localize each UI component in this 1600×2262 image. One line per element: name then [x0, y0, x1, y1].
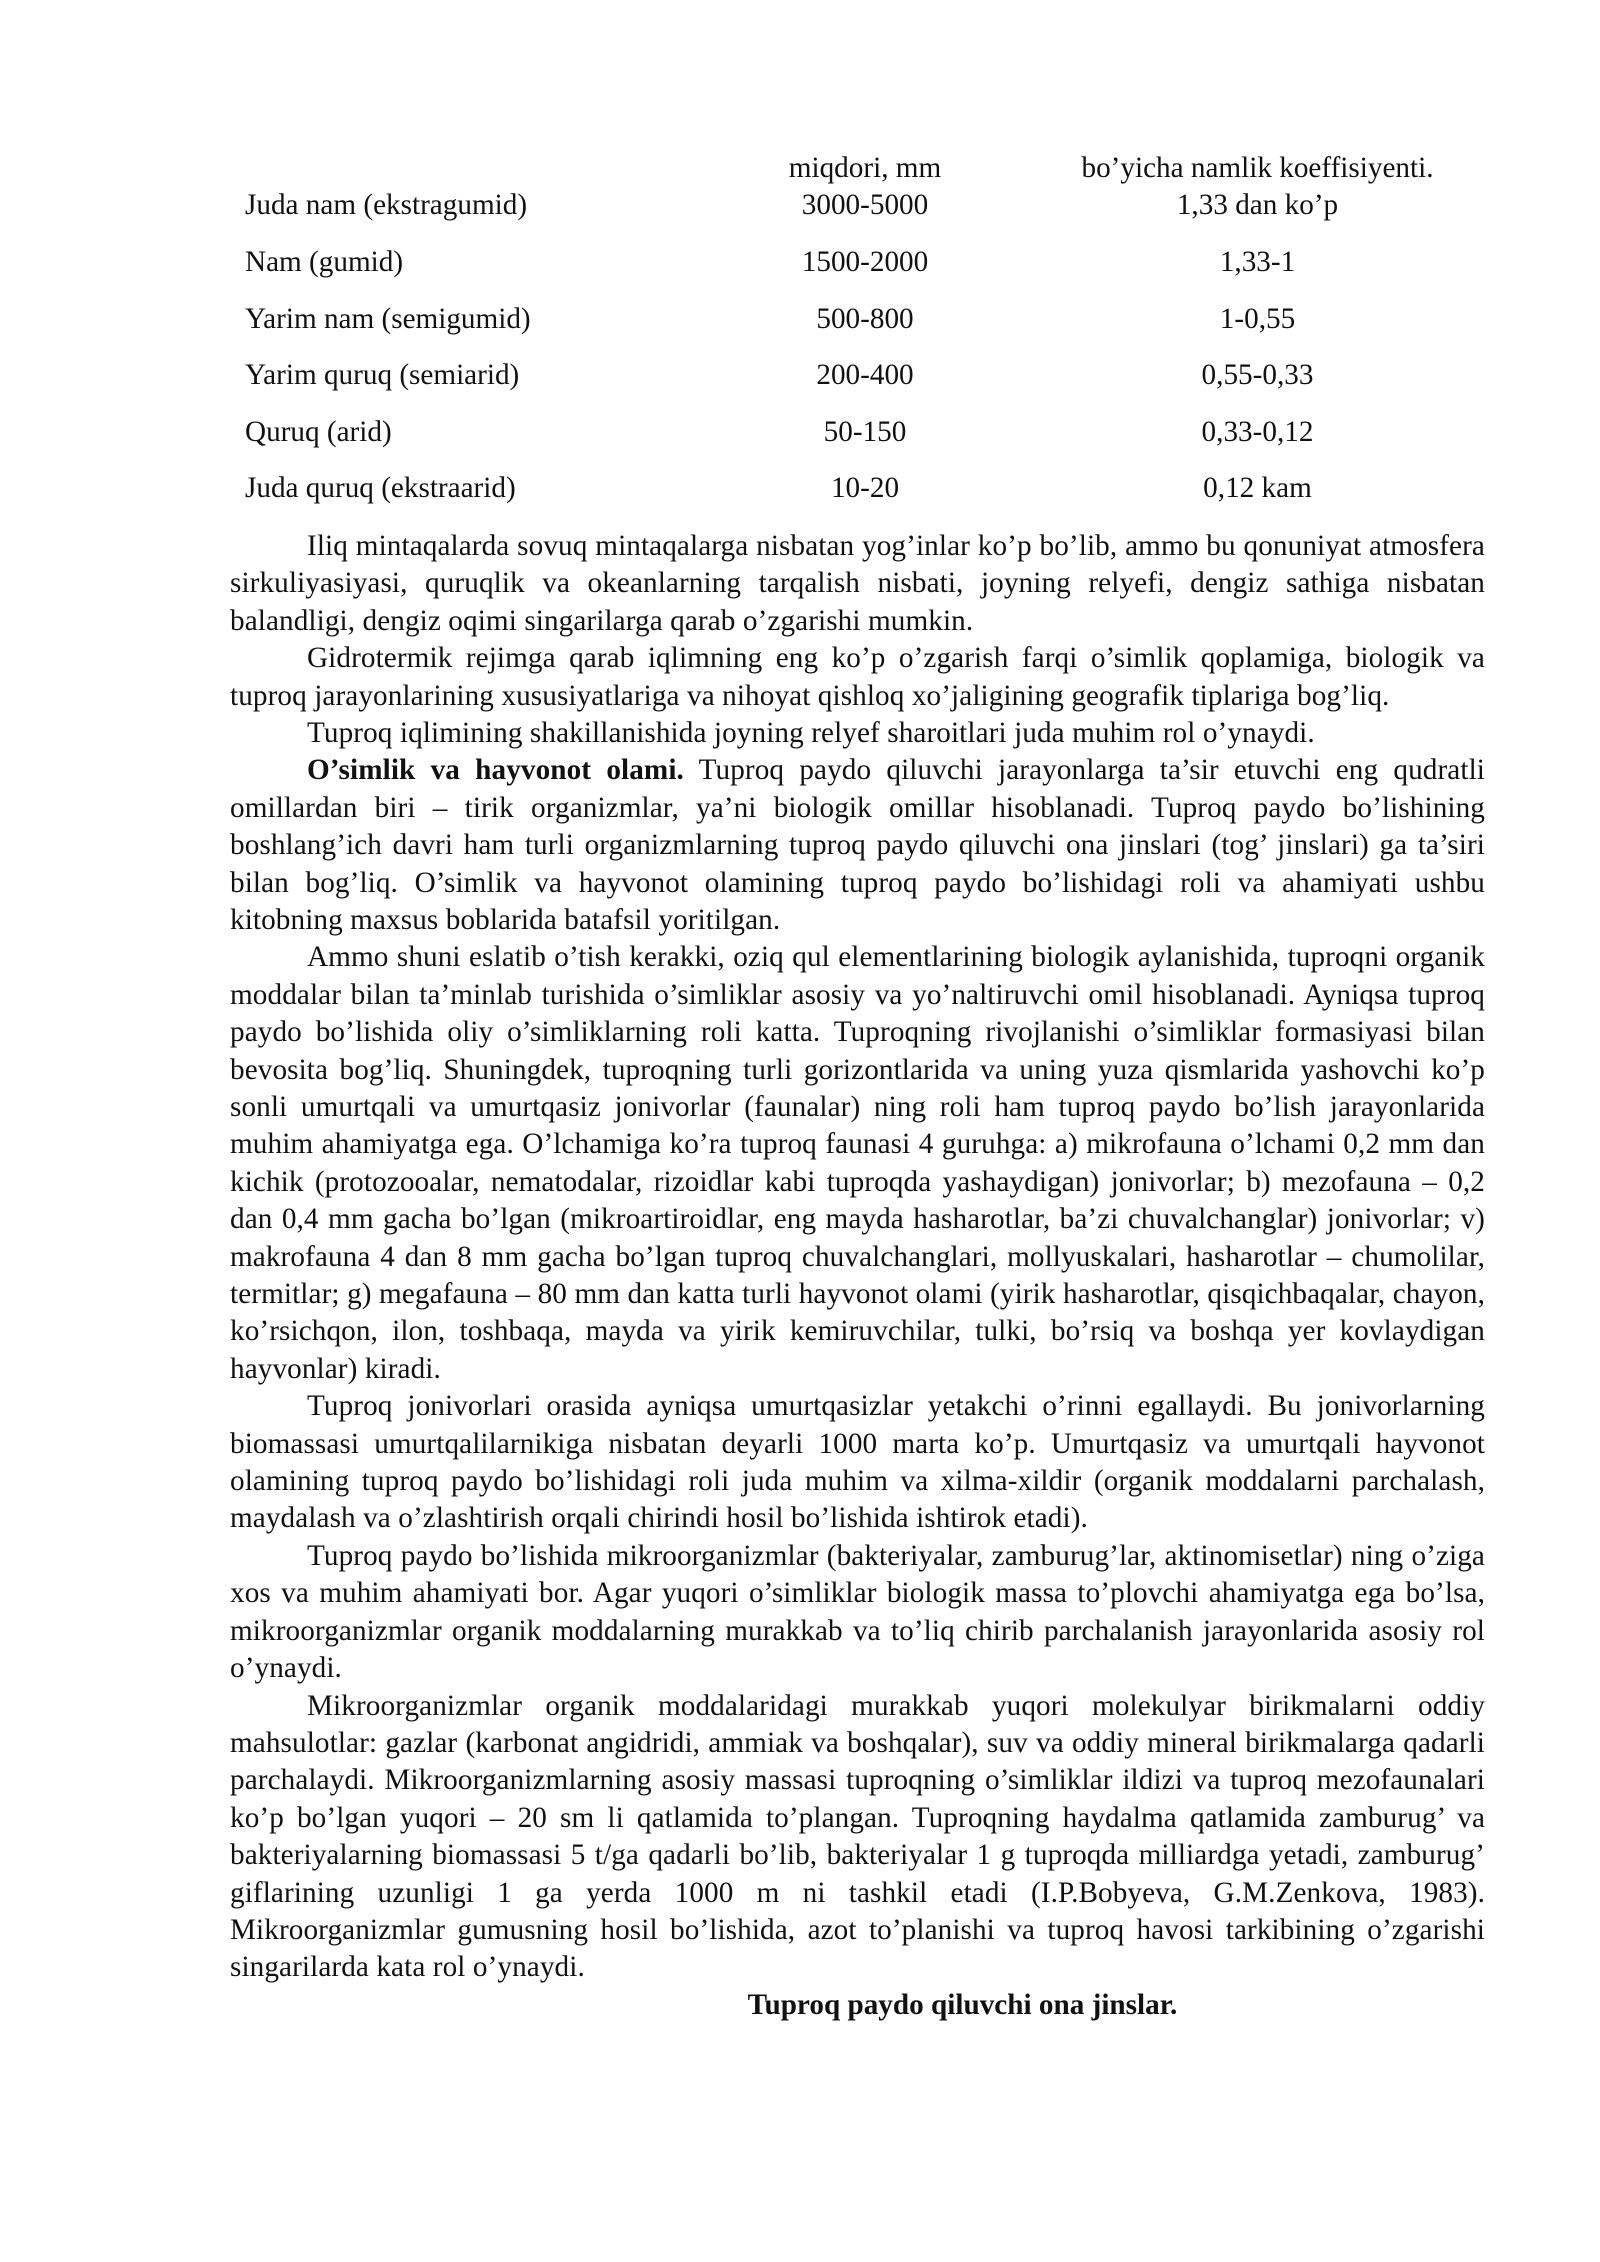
- paragraph-text: Ammo shuni eslatib o’tish kerakki, oziq qul elementlarining biologik aylanishida, tuproqni organik moddalar bilan ta’minlab turishida o’simliklar asosiy va yo’naltiruvchi omil hisoblanadi. Ayniqsa tuproq paydo bo’lishida oliy o’simliklarning roli katta. Tuproqning rivojlanishi o’simliklar formasiyasi bilan bevosita bog’liq. Shuningdek, tuproqning turli gorizontlarida va uning yuza qismlarida yashovchi ko’p sonli umurtqali va umurtqasiz jonivorlar (faunalar) ning roli ham tuproq paydo bo’lish jarayonlarida muhim ahamiyatga ega. O’lchamiga ko’ra tuproq faunasi 4 guruhga: a) mikrofauna o’lchami 0,2 mm dan kichik (protozooalar, nematodalar, rizoidlar kabi tuproqda yashaydigan) jonivorlar; b) mezofauna – 0,2 dan 0,4 mm gacha bo’lgan (mikroartiroidlar, eng mayda hasharotlar, ba’zi chuvalchanglar) jonivorlar; v) makrofauna 4 dan 8 mm gacha bo’lgan tuproq chuvalchanglari, mollyuskalari, hasharotlar – chumolilar, termitlar; g) megafauna – 80 mm dan katta turli hayvonot olami (yirik hasharotlar, qisqichbaqalar, chayon, ko’rsichqon, ilon, toshbaqa, mayda va yirik kemiruvchilar, tulki, bo’rsiq va boshqa yer kovlaydigan hayvonlar) kiradi.: [230, 941, 1485, 1385]
- paragraph-text: Iliq mintaqalarda sovuq mintaqalarga nisbatan yog’inlar ko’p bo’lib, ammo bu qonuniyat atmosfera sirkuliyasiyasi, quruqlik va okeanlarning tarqalish nisbati, joyning relyefi, dengiz sathiga nisbatan balandligi, dengiz oqimi singarilarga qarab o’zgarishi mumkin.: [230, 529, 1485, 637]
- paragraph-text: Tuproq iqlimining shakillanishida joyning relyef sharoitlari juda muhim rol o’ynaydi.: [307, 716, 1315, 749]
- table-row: [230, 470, 1485, 527]
- table-header-cell: [230, 150, 700, 187]
- paragraph-text: Tuproq paydo bo’lishida mikroorganizmlar (bakteriyalar, zamburug’lar, aktinomisetlar) ning o’ziga xos va muhim ahamiyati bor. Agar yuqori o’simliklar biologik massa to’plovchi ahamiyatga ega bo’lsa, mikroorganizmlar organik moddalarning murakkab va to’liq chirib parchalanish jarayonlarida asosiy rol o’ynaydi.: [230, 1539, 1485, 1685]
- table-row: [230, 244, 1485, 301]
- table-cell: Quruq (arid): [245, 415, 392, 448]
- table-row: [230, 414, 1485, 471]
- paragraph-text: Tuproq paydo qiluvchi jarayonlarga ta’sir etuvchi eng qudratli omillardan biri – tirik organizmlar, ya’ni biologik omillar hisoblanadi. Tuproq paydo bo’lishining boshlang’ich davri ham turli organizmlarning tuproq paydo qiluvchi ona jinslari (tog’ jinslari) ga ta’siri bilan bog’liq. O’simlik va hayvonot olamining tuproq paydo bo’lishidagi roli va ahamiyati ushbu kitobning maxsus boblarida batafsil yoritilgan.: [230, 754, 1485, 936]
- table-cell: 500-800: [816, 302, 914, 335]
- table-cell: Nam (gumid): [245, 246, 404, 279]
- table-cell: 50-150: [823, 415, 907, 448]
- paragraph-text: Gidrotermik rejimga qarab iqlimning eng ko’p o’zgarish farqi o’simlik qoplamiga, biologik va tuproq jarayonlarining xususiyatlariga va nihoyat qishloq xo’jaligining geografik tiplariga bog’liq.: [230, 642, 1485, 712]
- table-cell: 1-0,55: [1219, 302, 1296, 335]
- table-cell: Yarim quruq (semiarid): [245, 359, 520, 392]
- table-cell: 1500-2000: [801, 246, 929, 279]
- table-cell: Yarim nam (semigumid): [245, 302, 531, 335]
- table-cell: 0,55-0,33: [1201, 359, 1314, 392]
- paragraph-text: Mikroorganizmlar organik moddalaridagi murakkab yuqori molekulyar birikmalarni oddiy mahsulotlar: gazlar (karbonat angidridi, ammiak va boshqalar), suv va oddiy mineral birikmalarga qadarli parchalaydi. Mikroorganizmlarning asosiy massasi tuproqning o’simliklar ildizi va tuproq mezofaunalari ko’p bo’lgan yuqori – 20 sm li qatlamida to’plangan. Tuproqning haydalma qatlamida zamburug’ va bakteriyalarning biomassasi 5 t/ga qadarli bo’lib, bakteriyalar 1 g tuproqda milliardga yetadi, zamburug’ giflarining uzunligi 1 ga yerda 1000 m ni tashkil etadi (I.P.Bobyeva, G.M.Zenkova, 1983). Mikroorganizmlar gumusning hosil bo’lishida, azot to’planishi va tuproq havosi tarkibining o’zgarishi singarilarda kata rol o’ynaydi.: [230, 1689, 1485, 1984]
- table-cell: Juda nam (ekstragumid): [245, 189, 528, 222]
- table-cell: 10-20: [830, 472, 900, 505]
- table-row: [230, 357, 1485, 414]
- table-cell: Juda quruq (ekstraarid): [245, 472, 516, 505]
- table-cell: 0,33-0,12: [1201, 415, 1314, 448]
- paragraph-hydrothermal: [230, 640, 1485, 715]
- table-cell: 0,12 kam: [1203, 472, 1312, 505]
- paragraph-plants-role: [230, 939, 1485, 1388]
- paragraph-microorganisms: [230, 1538, 1485, 1688]
- table-header-row: [230, 150, 1485, 187]
- table-cell: 1,33-1: [1219, 246, 1296, 279]
- table-header-cell: miqdori, mm: [788, 152, 942, 184]
- table-cell: 3000-5000: [801, 189, 929, 222]
- paragraph-lead: O’simlik va hayvonot olami.: [307, 754, 684, 787]
- table-row: [230, 187, 1485, 244]
- document-page: [230, 150, 1485, 2024]
- paragraph-invertebrates: [230, 1388, 1485, 1538]
- paragraph-text: Tuproq jonivorlari orasida ayniqsa umurtqasizlar yetakchi o’rinni egallaydi. Bu jonivorlarning biomassasi umurtqalilarnikiga nisbatan deyarli 1000 marta ko’p. Umurtqasiz va umurtqali hayvonot olamining tuproq paydo bo’lishidagi roli juda muhim va xilma-xildir (organik moddalarni parchalash, maydalash va o’zlashtirish orqali chirindi hosil bo’lishida ishtirok etadi).: [230, 1390, 1485, 1535]
- paragraph-flora-fauna: [230, 752, 1485, 939]
- paragraph-decomposition: [230, 1688, 1485, 1987]
- paragraph-climate-regularity: [230, 528, 1485, 640]
- table-cell: 200-400: [816, 359, 914, 392]
- section-heading: Tuproq paydo qiluvchi ona jinslar.: [747, 1988, 1178, 2021]
- table-row: [230, 301, 1485, 358]
- table-header-cell: bo’yicha namlik koeffisiyenti.: [1081, 152, 1434, 184]
- table-cell: 1,33 dan ko’p: [1176, 189, 1339, 222]
- paragraph-relief: [230, 715, 1485, 752]
- climate-humidity-table: [230, 150, 1485, 527]
